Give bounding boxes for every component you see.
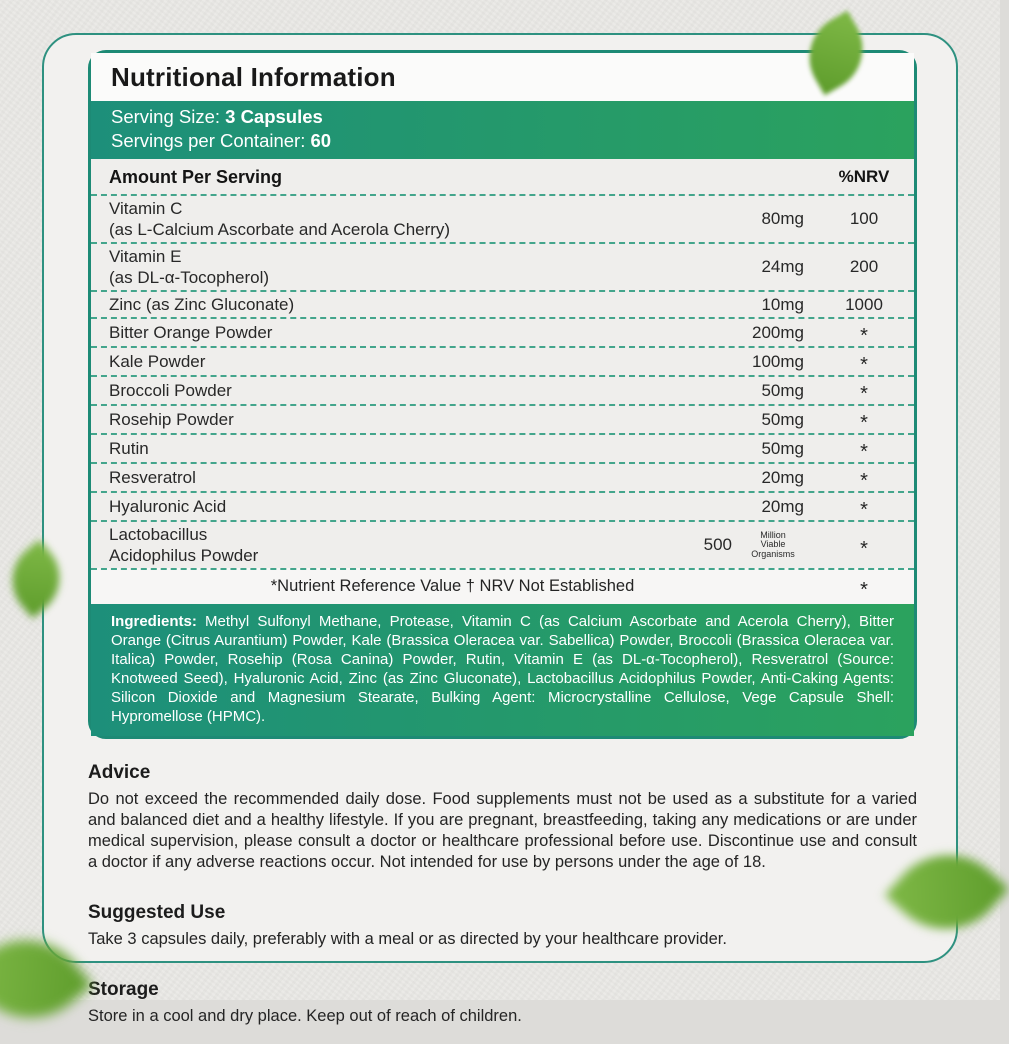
nrv-asterisk: * (860, 537, 868, 560)
nutrient-table-header (91, 159, 914, 194)
nutrient-name: Vitamin C (as L-Calcium Ascorbate and Acerola Cherry) (109, 199, 451, 239)
nutrient-nrv (814, 495, 914, 521)
nrv-asterisk: * (860, 412, 868, 434)
nutrient-row (91, 462, 914, 491)
nutrient-amount: 20mg (761, 496, 804, 516)
servings-per-container-label: Servings per Container: (111, 130, 311, 151)
storage-body: Store in a cool and dry place. Keep out of reach of children. (88, 1007, 522, 1025)
nutrient-nrv: 1000 (845, 294, 883, 314)
nutrient-nrv: 200 (849, 257, 879, 276)
nutrient-name: Hyaluronic Acid (109, 497, 227, 516)
nutrient-row (91, 433, 914, 462)
nutrient-nrv (814, 534, 914, 560)
nutrient-row (91, 194, 914, 242)
nutrient-name: Lactobacillus Acidophilus Powder (109, 525, 259, 565)
nrv-asterisk: * (860, 470, 868, 492)
nutrient-amount: 50mg (761, 409, 804, 429)
nrv-asterisk: * (860, 325, 868, 347)
suggested-use-section (88, 901, 917, 950)
nutrient-name: Zinc (as Zinc Gluconate) (109, 295, 295, 314)
nutrient-row (91, 520, 914, 568)
nutrient-amount: 500 (703, 535, 732, 554)
info-sections (88, 761, 917, 1027)
header-nrv: %NRV (838, 167, 890, 186)
nutrient-amount: 200mg (752, 322, 804, 342)
nutrient-row (91, 242, 914, 290)
nrv-asterisk: * (860, 383, 868, 405)
footnote-row (91, 568, 914, 604)
nutrient-nrv (814, 466, 914, 492)
nutrient-amount-unit: Million Viable Organisms (751, 529, 795, 559)
storage-heading: Storage (88, 979, 159, 1000)
nutrient-row (91, 491, 914, 520)
serving-banner (91, 101, 914, 159)
ingredients-box (91, 604, 914, 736)
panel-title-bar (91, 53, 914, 101)
nutrient-nrv: 100 (849, 209, 879, 228)
nutrient-table (91, 159, 914, 604)
nutrient-nrv (814, 408, 914, 434)
advice-body: Do not exceed the recommended daily dose. Food supplements must not be used as a substitute for a varied and balanced diet and a healthy lifestyle. If you are pregnant, breastfeeding, taking any medications or are under medical supervision, please consult a doctor or healthcare professional before use. Discontinue use and consult a doctor if any adverse reactions occur. Not intended for use by persons under the age of 18. (88, 790, 917, 871)
nutrient-name: Broccoli Powder (109, 381, 232, 400)
advice-heading: Advice (88, 762, 151, 783)
nutrient-amount: 100mg (752, 351, 804, 371)
ingredients-text: Methyl Sulfonyl Methane, Protease, Vitamin C (as Calcium Ascorbate and Acerola Cherry), Bitter Orange (Citrus Aurantium) Powder, Kale (Brassica Oleracea var. Sabellica) Powder, Broccoli (Brassica Oleracea var. Italica) Powder, Rosehip (Rosa Canina) Powder, Rutin, Vitamin E (as DL-α-Tocopherol), Resveratrol (Source: Knotweed Seed), Hyaluronic Acid, Zinc (as Zinc Gluconate), Lactobacillus Acidophilus Powder, Anti-Caking Agents: Silicon Dioxide and Magnesium Stearate, Bulking Agent: Microcrystalline Cellulose, Vege Capsule Shell: Hypromellose (HPMC). (111, 613, 894, 725)
nutrient-amount: 50mg (761, 438, 804, 458)
storage-section (88, 978, 917, 1027)
serving-size-value: 3 Capsules (225, 106, 323, 127)
suggested-use-body: Take 3 capsules daily, preferably with a meal or as directed by your healthcare provider. (88, 930, 727, 948)
serving-size-label: Serving Size: (111, 106, 226, 127)
serving-size-line (111, 105, 894, 129)
servings-per-container-value: 60 (310, 130, 332, 151)
footnote-text: *Nutrient Reference Value † NRV Not Established (270, 577, 635, 595)
nrv-asterisk: * (860, 441, 868, 463)
nutrient-name: Rosehip Powder (109, 410, 234, 429)
ingredients-label: Ingredients: (111, 613, 197, 630)
nutrient-nrv (814, 350, 914, 376)
nutrient-rows (91, 194, 914, 568)
nutrient-name: Kale Powder (109, 352, 206, 371)
suggested-use-heading: Suggested Use (88, 902, 226, 923)
nutrient-name: Vitamin E (as DL-α-Tocopherol) (109, 247, 270, 287)
nutrient-name: Bitter Orange Powder (109, 323, 273, 342)
footnote-asterisk: * (860, 579, 868, 601)
nrv-asterisk: * (860, 354, 868, 376)
nutrient-row (91, 290, 914, 317)
nutrient-amount: 10mg (761, 294, 804, 314)
nutrient-amount: 50mg (761, 380, 804, 400)
nrv-asterisk: * (860, 499, 868, 521)
nutrient-amount: 20mg (761, 467, 804, 487)
label-card (42, 33, 958, 1025)
page-title: Nutritional Information (111, 62, 396, 92)
nutrient-name: Resveratrol (109, 468, 196, 487)
header-amount-per-serving: Amount Per Serving (109, 167, 283, 187)
nutrient-amount: 24mg (761, 257, 804, 276)
nutrition-panel (88, 50, 917, 739)
footnote-nrv-cell (814, 575, 914, 601)
nutrient-amount: 80mg (761, 209, 804, 228)
advice-section (88, 761, 917, 873)
nutrient-name: Rutin (109, 439, 149, 458)
nutrient-row (91, 404, 914, 433)
nutrient-row (91, 375, 914, 404)
nutrient-row (91, 317, 914, 346)
nutrient-nrv (814, 321, 914, 347)
nutrient-row (91, 346, 914, 375)
servings-per-container-line (111, 129, 894, 153)
nutrient-nrv (814, 379, 914, 405)
nutrient-nrv (814, 437, 914, 463)
